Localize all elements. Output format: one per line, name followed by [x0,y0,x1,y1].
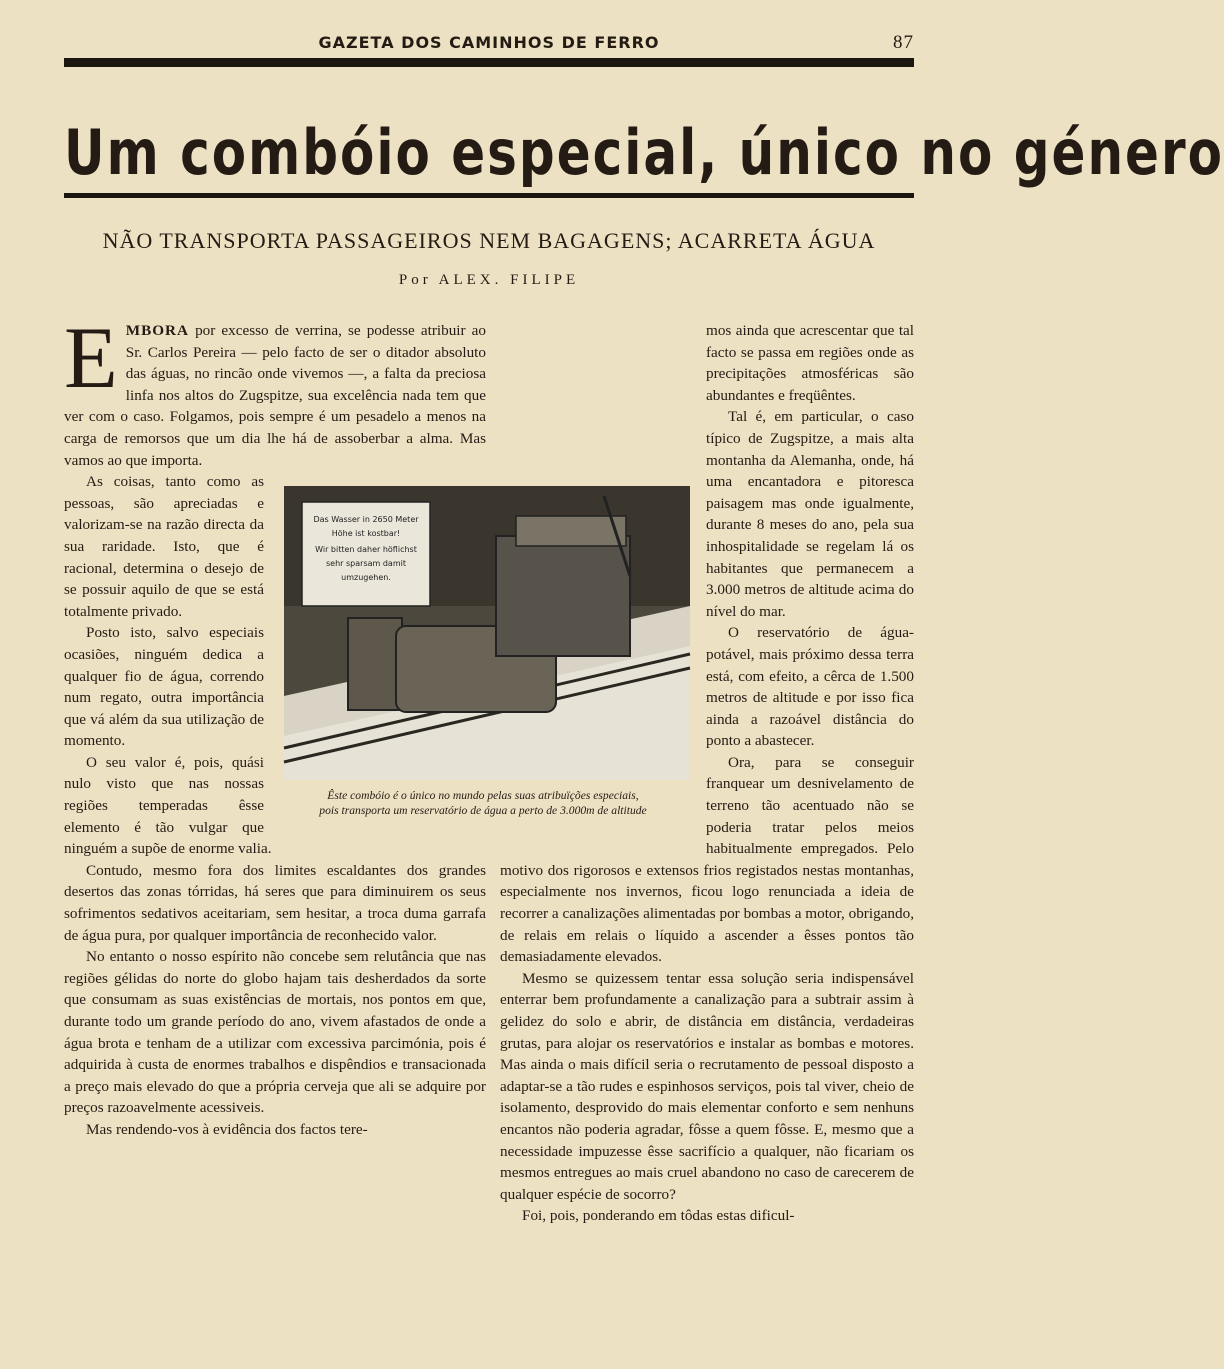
drop-cap: E [64,310,118,407]
paragraph: Ora, para se conseguir franquear um desnivelamento de terreno tão acentuado não se poderia tratar pelos meios habitualmente empregados. Pelo motivo dos rigorosos e extensos frios registados nestas montanhas, especialmente nos invernos, ficou logo renunciada a ideia de recorrer a canalizações alimentadas por bombas a motor, obrigando, de relais em relais o líquido a ascender a êsses pontos tão demasiadamente elevados. [500,753,914,966]
caption-line: pois transporta um reservatório de água a perto de 3.000m de altitude [319,804,647,817]
sign-line: sehr sparsam damit [326,559,406,568]
running-head [64,30,914,56]
train-photo-illustration [284,486,690,780]
paragraph: No entanto o nosso espírito não concebe sem relutância que nas regiões gélidas do norte do globo hajam tais desherdados da sorte que consumam as suas existências de mortais, nos pontos em que, durante todo um grande período do ano, vivem afastados de onde a água brota e tenham de a utilizar com excessiva parcimónia, pois é adquirida à custa de enormes trabalhos e dispêndios e transacionada a preço mais elevado do que a própria cerveja que ali se adquire por preços razoavelmente acessiveis. [64,948,486,1117]
title-rule [64,193,914,198]
paragraph: mos ainda que acrescentar que tal facto se passa em regiões onde as precipitações atmosféricas são abundantes e freqüêntes. [706,322,914,404]
paragraph [64,310,486,471]
paragraph: Foi, pois, ponderando em tôdas estas dificul- [522,1207,795,1225]
paragraph: As coisas, tanto como as pessoas, são apreciadas e valorizam-se na razão directa da sua raridade. Isto, que é racional, determina o desejo de se possuir aquilo de que se está totalmente privado. [64,473,264,620]
paragraph: Mesmo se quizessem tentar essa solução seria indispensável enterrar bem profundamente a canalização para a subtrair assim à gelidez do solo e abrir, de distância em distância, verdadeiras grutas, para alojar os reservatórios e instalar as bombas e motores. Mas ainda o mais difícil seria o recrutamento de pessoal disposto a adaptar-se a tão rudes e espinhosos serviços, pois tal viver, cheio de isolamento, desprovido do mais elementar conforto e sem nenhuns encantos não poderia agradar, fôsse a quem fôsse. E, mesmo que a necessidade impuzesse êsse sacrifício a qualquer, não ficariam os mesmos entregues ao mais cruel abandono no caso de carecerem de qualquer espécie de socorro? [500,969,914,1203]
caption-line: Êste combóio é o único no mundo pelas suas atribuïções especiais, [327,789,639,802]
page-number: 87 [893,32,914,53]
paragraph: O seu valor é, pois, quási nulo visto que nas nossas regiões temperadas êsse elemento é tão vulgar que ninguém a supõe de enorme valia. [64,753,272,858]
article-title: Um combóio especial, único no género [64,116,1224,189]
paragraph: Posto isto, salvo especiais ocasiões, ninguém dedica a qualquer fio de água, correndo num regato, outra importância que vá além da sua utilização de momento. [64,624,264,750]
paragraph: Contudo, mesmo fora dos limites escaldantes dos grandes desertos das zonas tórridas, há seres que para diminuirem os seus sofrimentos sedativos aceitariam, sem hesitar, a troca duma garrafa de água pura, por qualquer importância de reconhecido valor. [64,861,486,944]
lead-word: MBORA [125,322,189,339]
sign-line: Höhe ist kostbar! [331,529,401,538]
paragraph-text: por excesso de verrina, se podesse atribuir ao Sr. Carlos Pereira — pelo facto de ser o ditador absoluto das águas, no rincão onde vivemos —, a falta da preciosa linfa nos altos do Zugspitze, sua excelência nada tem que ver com o caso. Folgamos, pois sempre é um pesadelo a menos na carga de remorsos que um dia lhe há de assoberbar a alma. Mas vamos ao que importa. [64,322,486,469]
sign-line: umzugehen. [341,573,391,582]
paragraph: O reservatório de água-potável, mais próximo dessa terra está, com efeito, a cêrca de 1.500 metros de altitude e por isso fica ainda a razoável distância do ponto a abastecer. [706,624,914,750]
article-subtitle: NÃO TRANSPORTA PASSAGEIROS NEM BAGAGENS; ACARRETA ÁGUA [102,228,876,253]
paragraph: Mas rendendo-vos à evidência dos factos tere- [86,1120,368,1138]
running-title: GAZETA DOS CAMINHOS DE FERRO [318,33,660,52]
header-rule [64,58,914,67]
train-photo [284,486,690,780]
sign-line: Wir bitten daher höflichst [315,545,417,554]
photo-caption [272,788,694,818]
sign-line: Das Wasser in 2650 Meter [313,515,419,524]
paragraph: Tal é, em particular, o caso típico de Zugspitze, a mais alta montanha da Alemanha, onde, há uma encantadora e pitoresca paisagem mas onde igualmente, durante 8 meses do ano, pela sua inhospitalidade se regelam lá os habitantes que permanecem a 3.000 metros de altitude acima do nível do mar. [706,408,914,620]
article-byline: Por ALEX. FILIPE [398,272,580,288]
